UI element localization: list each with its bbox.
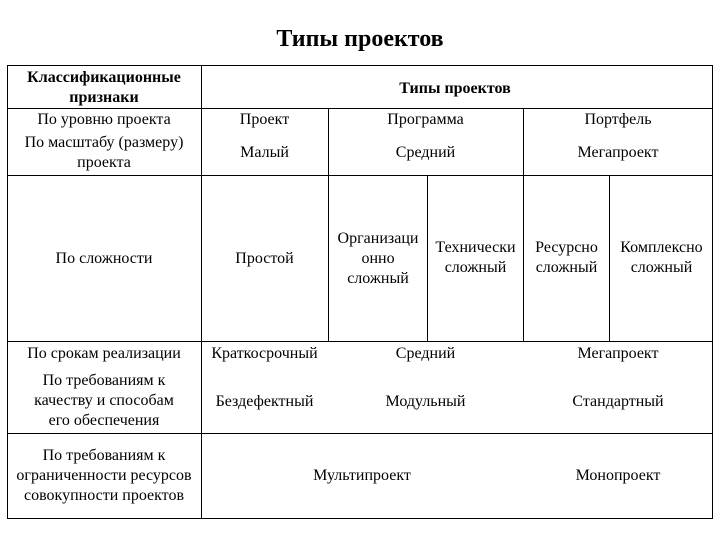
row-terms-c3: Мегапроект <box>577 345 659 362</box>
header-criteria: Классификационные признаки <box>27 68 181 106</box>
row-quality-c2: Модульный <box>385 393 466 410</box>
page-title: Типы проектов <box>276 26 444 52</box>
row-quality-c3: Стандартный <box>572 393 664 410</box>
row-scale-c2: Средний <box>395 144 456 161</box>
header-types: Типы проектов <box>399 80 511 97</box>
row-scale-c3: Мегапроект <box>577 144 659 161</box>
row-resources-c3: Монопроект <box>575 467 661 484</box>
row-terms-c1: Краткосрочный <box>211 345 318 362</box>
row-quality-label: По требованиям к качеству и способам его обеспечения <box>34 372 174 429</box>
row-terms-label: По срокам реализации <box>27 345 181 362</box>
row-complexity-c1: Простой <box>235 249 294 267</box>
row-level-label: По уровню проекта <box>37 111 171 128</box>
row-complexity-label: По сложности <box>55 249 153 267</box>
row-scale-c1: Малый <box>240 144 289 161</box>
row-level-c3: Портфель <box>584 111 652 128</box>
row-resources-c12: Мультипроект <box>313 467 411 484</box>
row-quality-c1: Бездефектный <box>215 393 314 410</box>
row-level-c2: Программа <box>387 111 464 128</box>
row-complexity-res: Ресурсно сложный <box>535 239 598 276</box>
row-resources-label: По требованиям к ограниченности ресурсов совокупности проектов <box>16 447 192 504</box>
row-complexity-org: Организаци онно сложный <box>337 230 419 287</box>
row-complexity-comp: Комплексно сложный <box>620 239 703 276</box>
row-terms-c2: Средний <box>395 345 456 362</box>
row-scale-label: По масштабу (размеру) проекта <box>24 134 184 171</box>
row-complexity-tech: Технически сложный <box>435 239 516 276</box>
row-level-c1: Проект <box>239 111 290 128</box>
